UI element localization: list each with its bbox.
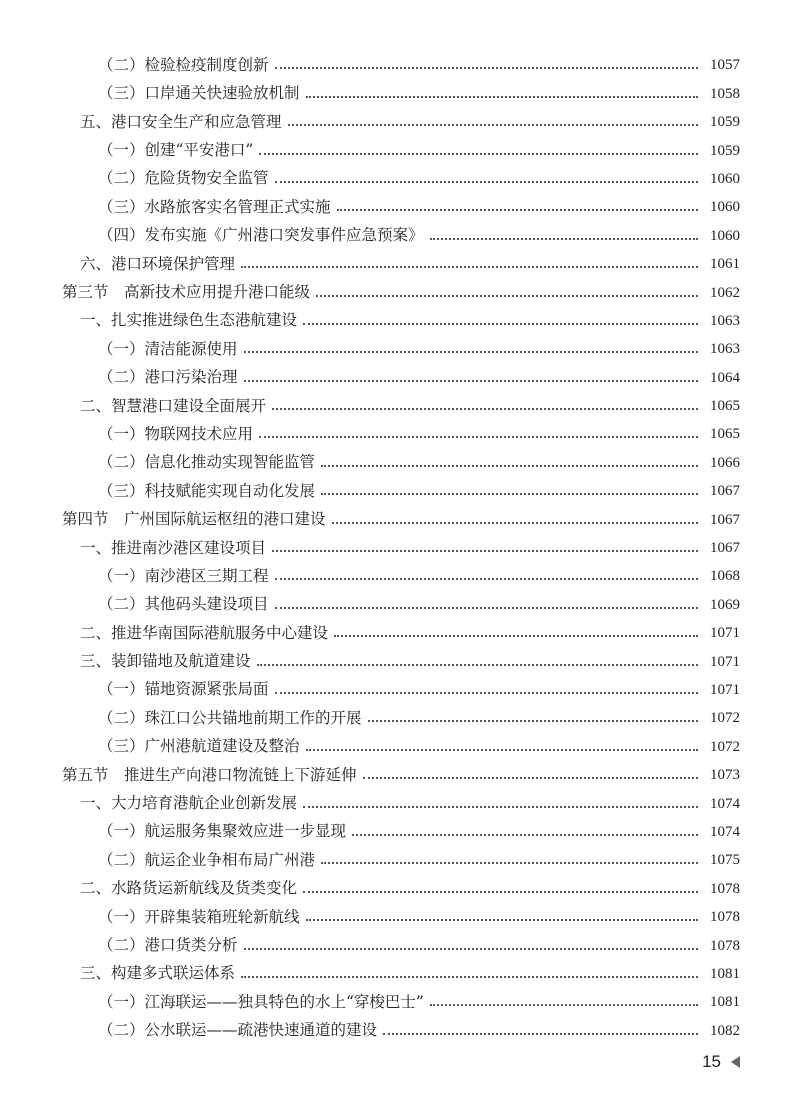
toc-entry <box>62 1010 740 1038</box>
toc-entry-title: 五、港口安全生产和应急管理 <box>80 112 282 131</box>
toc-entry-page: 1071 <box>710 625 740 642</box>
toc-entry <box>62 840 740 868</box>
dot-leader <box>272 407 698 410</box>
toc-entry <box>62 272 740 300</box>
toc-entry <box>62 868 740 896</box>
toc-entry <box>62 726 740 754</box>
page-number: 15 <box>702 1052 721 1071</box>
dot-leader <box>363 776 698 779</box>
toc-entry-page: 1074 <box>710 795 740 812</box>
toc-entry-page: 1062 <box>710 284 740 301</box>
page-footer <box>702 1052 740 1072</box>
toc-entry <box>62 442 740 470</box>
toc-entry-page: 1060 <box>710 227 740 244</box>
toc-entry-title: （三）水路旅客实名管理正式实施 <box>98 197 331 216</box>
toc-entry <box>62 102 740 130</box>
dot-leader <box>383 1032 698 1035</box>
dot-leader <box>430 237 698 240</box>
toc-entry <box>62 812 740 840</box>
toc-entry-title: （二）珠江口公共锚地前期工作的开展 <box>98 708 362 727</box>
toc-entry-page: 1078 <box>710 909 740 926</box>
toc-entry-title: （二）信息化推动实现智能监管 <box>98 453 316 472</box>
toc-entry-title: 二、推进华南国际港航服务中心建设 <box>80 623 329 642</box>
dot-leader <box>272 549 698 552</box>
dot-leader <box>321 492 698 495</box>
toc-entry-title: （四）发布实施《广州港口突发事件应急预案》 <box>98 226 424 245</box>
toc-entry-title: （一）开辟集装箱班轮新航线 <box>98 907 300 926</box>
toc-entry-page: 1057 <box>710 57 740 74</box>
dot-leader <box>337 208 698 211</box>
toc-entry-page: 1061 <box>710 256 740 273</box>
toc-entry-page: 1065 <box>710 398 740 415</box>
toc-entry-title: （二）航运企业争相布局广州港 <box>98 850 316 869</box>
toc-entry-title: （一）航运服务集聚效应进一步显现 <box>98 822 347 841</box>
toc-entry-title: 三、构建多式联运体系 <box>80 964 236 983</box>
dot-leader <box>241 265 698 268</box>
toc-entry-page: 1059 <box>710 142 740 159</box>
toc-entry-title: 二、水路货运新航线及货类变化 <box>80 879 298 898</box>
toc-entry <box>62 584 740 612</box>
dot-leader <box>288 123 698 126</box>
dot-leader <box>430 1003 698 1006</box>
toc-entry <box>62 301 740 329</box>
toc-entry-page: 1074 <box>710 823 740 840</box>
dot-leader <box>275 606 698 609</box>
toc-entry-title: （一）创建“平安港口” <box>98 141 254 160</box>
toc-entry-page: 1067 <box>710 483 740 500</box>
table-of-contents <box>62 45 740 1039</box>
dot-leader <box>303 322 698 325</box>
toc-entry-title: （二）公水联运——疏港快速通道的建设 <box>98 1021 378 1040</box>
toc-entry-page: 1073 <box>710 767 740 784</box>
toc-entry-page: 1063 <box>710 312 740 329</box>
dot-leader <box>316 294 698 297</box>
toc-entry-title: （三）科技赋能实现自动化发展 <box>98 481 316 500</box>
toc-entry-title: （一）清洁能源使用 <box>98 339 238 358</box>
toc-entry <box>62 244 740 272</box>
dot-leader <box>303 890 698 893</box>
toc-entry <box>62 329 740 357</box>
toc-entry <box>62 499 740 527</box>
toc-entry <box>62 159 740 187</box>
dot-leader <box>244 350 698 353</box>
toc-entry-title: （一）江海联运——独具特色的水上“穿梭巴士” <box>98 992 424 1011</box>
toc-entry-page: 1059 <box>710 114 740 131</box>
toc-entry-page: 1067 <box>710 511 740 528</box>
dot-leader <box>352 833 698 836</box>
toc-entry <box>62 528 740 556</box>
toc-entry-page: 1069 <box>710 596 740 613</box>
toc-entry <box>62 414 740 442</box>
dot-leader <box>259 152 698 155</box>
toc-entry-page: 1067 <box>710 540 740 557</box>
dot-leader <box>275 66 698 69</box>
toc-entry-page: 1066 <box>710 454 740 471</box>
toc-entry <box>62 982 740 1010</box>
toc-entry <box>62 215 740 243</box>
toc-entry <box>62 130 740 158</box>
toc-entry <box>62 556 740 584</box>
dot-leader <box>275 691 698 694</box>
toc-entry <box>62 613 740 641</box>
dot-leader <box>306 95 698 98</box>
dot-leader <box>306 918 698 921</box>
dot-leader <box>334 634 698 637</box>
toc-entry-title: 第四节 广州国际航运枢纽的港口建设 <box>62 510 326 529</box>
toc-entry-title: 一、扎实推进绿色生态港航建设 <box>80 311 298 330</box>
dot-leader <box>275 577 698 580</box>
toc-entry <box>62 187 740 215</box>
dot-leader <box>241 975 698 978</box>
toc-entry <box>62 73 740 101</box>
toc-entry-title: （一）锚地资源紧张局面 <box>98 680 269 699</box>
toc-entry-title: （三）口岸通关快速验放机制 <box>98 84 300 103</box>
toc-entry <box>62 698 740 726</box>
toc-entry-title: 第五节 推进生产向港口物流链上下游延伸 <box>62 765 357 784</box>
toc-entry-title: 一、推进南沙港区建设项目 <box>80 538 267 557</box>
toc-entry-page: 1075 <box>710 852 740 869</box>
toc-entry-title: 第三节 高新技术应用提升港口能级 <box>62 283 311 302</box>
toc-entry-title: 三、装卸锚地及航道建设 <box>80 652 251 671</box>
toc-entry-title: （二）危险货物安全监管 <box>98 169 269 188</box>
toc-entry <box>62 783 740 811</box>
toc-entry-page: 1065 <box>710 426 740 443</box>
dot-leader <box>321 861 698 864</box>
toc-entry-title: （一）南沙港区三期工程 <box>98 566 269 585</box>
toc-entry-page: 1071 <box>710 653 740 670</box>
toc-entry-page: 1078 <box>710 880 740 897</box>
toc-entry-page: 1081 <box>710 965 740 982</box>
toc-entry <box>62 897 740 925</box>
toc-entry <box>62 386 740 414</box>
toc-entry <box>62 954 740 982</box>
toc-entry-title: （一）物联网技术应用 <box>98 424 254 443</box>
dot-leader <box>257 663 698 666</box>
toc-entry-page: 1082 <box>710 1022 740 1039</box>
toc-entry-title: （三）广州港航道建设及整治 <box>98 737 300 756</box>
dot-leader <box>275 180 698 183</box>
toc-entry-title: （二）其他码头建设项目 <box>98 595 269 614</box>
toc-entry <box>62 357 740 385</box>
toc-entry <box>62 925 740 953</box>
toc-entry-title: （二）港口货类分析 <box>98 936 238 954</box>
toc-entry-page: 1064 <box>710 369 740 386</box>
toc-entry-title: （二）港口污染治理 <box>98 368 238 387</box>
dot-leader <box>321 464 698 467</box>
toc-entry-title: 六、港口环境保护管理 <box>80 254 236 273</box>
toc-entry-page: 1063 <box>710 341 740 358</box>
toc-entry-page: 1072 <box>710 738 740 755</box>
toc-entry <box>62 45 740 73</box>
dot-leader <box>259 435 698 438</box>
toc-entry-page: 1078 <box>710 937 740 954</box>
dot-leader <box>332 521 698 524</box>
toc-entry-title: 一、大力培育港航企业创新发展 <box>80 794 298 813</box>
toc-entry-page: 1071 <box>710 681 740 698</box>
dot-leader <box>303 805 698 808</box>
dot-leader <box>244 947 698 950</box>
toc-entry-page: 1072 <box>710 710 740 727</box>
toc-entry-page: 1060 <box>710 170 740 187</box>
dot-leader <box>306 748 698 751</box>
toc-entry-title: 二、智慧港口建设全面展开 <box>80 396 267 415</box>
toc-entry <box>62 670 740 698</box>
dot-leader <box>244 379 698 382</box>
dot-leader <box>368 719 698 722</box>
toc-entry <box>62 471 740 499</box>
toc-entry-page: 1060 <box>710 199 740 216</box>
triangle-left-icon <box>731 1056 740 1068</box>
toc-entry-page: 1081 <box>710 994 740 1011</box>
toc-entry <box>62 755 740 783</box>
toc-entry-title: （二）检验检疫制度创新 <box>98 55 269 74</box>
toc-entry <box>62 641 740 669</box>
toc-entry-page: 1068 <box>710 568 740 585</box>
toc-entry-page: 1058 <box>710 85 740 102</box>
